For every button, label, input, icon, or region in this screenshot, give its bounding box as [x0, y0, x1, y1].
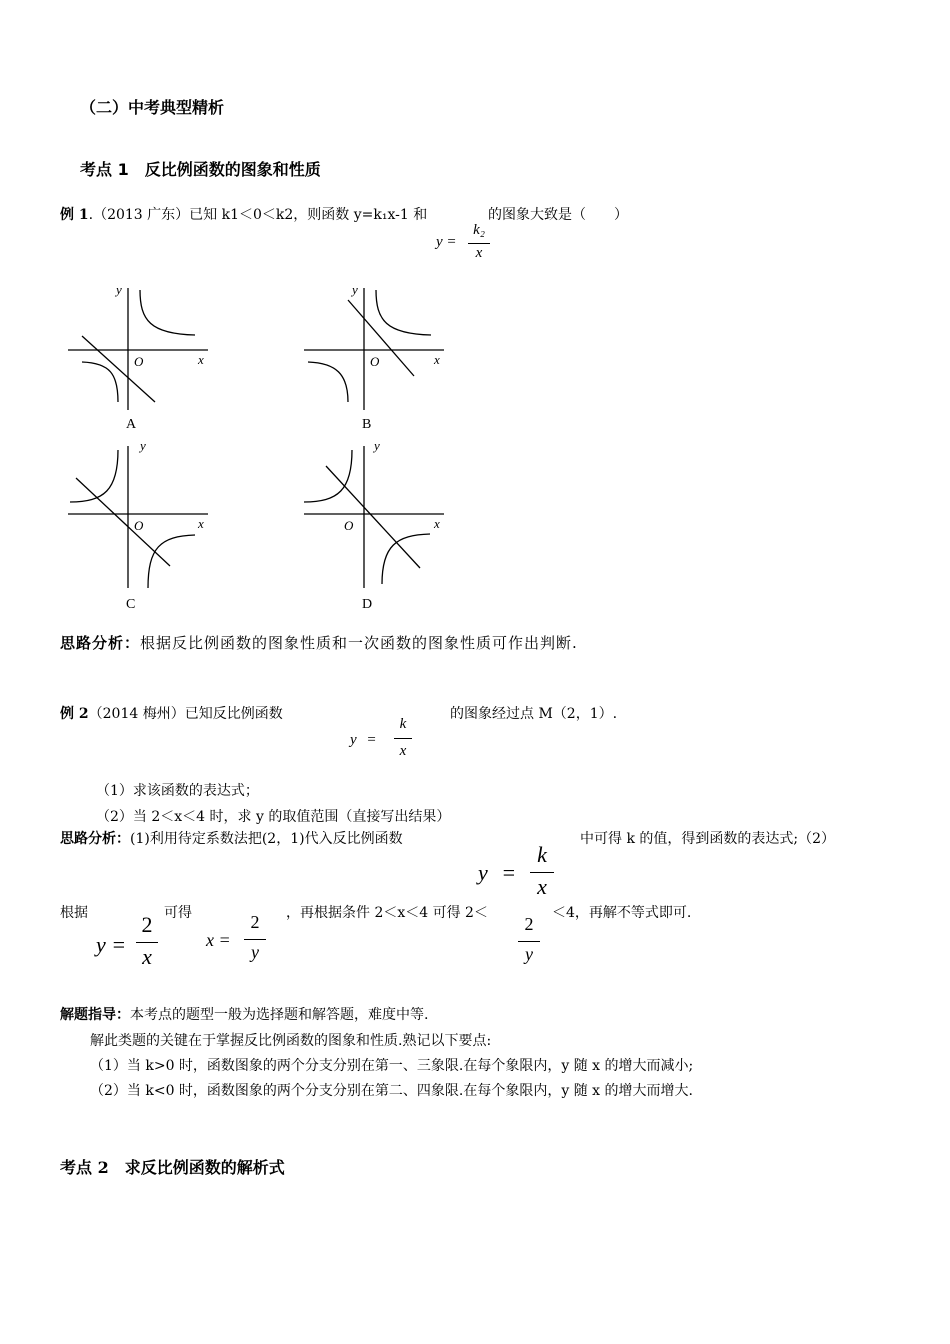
example-1-label: 例 1	[60, 207, 89, 223]
formula-numerator: k	[537, 842, 547, 867]
formula-denominator: x	[399, 743, 407, 759]
section-title: （二）中考典型精析	[80, 98, 225, 117]
analysis-text-1b: 中可得 k 的值，得到函数的表达式;（2）	[580, 831, 836, 847]
example-2-text: （2014 梅州）已知反比例函数	[88, 706, 283, 722]
formula-numerator: k₂	[473, 222, 485, 238]
example-2-analysis-line-1	[60, 828, 403, 848]
graph-a-label: A	[126, 417, 137, 432]
x-axis-label: x	[198, 352, 204, 367]
example-1-question	[60, 204, 427, 224]
origin-label: O	[344, 518, 354, 533]
guide-label: 解题指导：	[60, 1007, 130, 1023]
formula-numerator: 2	[141, 912, 153, 937]
x-axis-label: x	[434, 352, 440, 367]
formula-lhs: y =	[96, 932, 127, 957]
formula-lhs: y =	[436, 234, 457, 250]
graph-d-label: D	[362, 597, 373, 612]
y-axis-label: y	[352, 282, 358, 297]
analysis-text-2a: 根据	[60, 905, 88, 921]
analysis-text-2c: ，再根据条件 2＜x＜4 可得 2＜	[286, 905, 488, 921]
question-1: （1）求该函数的表达式；	[96, 783, 259, 799]
example-1-text-2: 的图象大致是（ ）	[488, 207, 628, 223]
formula-numerator: 2	[250, 912, 260, 932]
question-2: （2）当 2＜x＜4 时，求 y 的取值范围（直接写出结果）	[96, 809, 451, 825]
x-axis-label: x	[198, 516, 204, 531]
y-axis-label: y	[116, 282, 122, 297]
guide-line-1	[60, 1004, 428, 1024]
analysis-text-2d: ＜4，再解不等式即可.	[552, 905, 692, 921]
graph-b-label: B	[362, 417, 372, 432]
kaodian-2-heading: 考点 2 求反比例函数的解析式	[60, 1158, 285, 1177]
kaodian-1-heading: 考点 1 反比例函数的图象和性质	[80, 160, 321, 179]
analysis-text: 根据反比例函数的图象性质和一次函数的图象性质可作出判断.	[140, 634, 578, 652]
example-2-question	[60, 703, 283, 723]
graph-c-label: C	[126, 597, 136, 612]
graph-d	[296, 438, 456, 614]
x-axis-label: x	[434, 516, 440, 531]
example-2-label: 例 2	[60, 706, 89, 722]
formula-denominator: y	[251, 942, 259, 962]
formula-denominator: y	[525, 944, 533, 964]
origin-label: O	[134, 518, 144, 533]
formula-lhs: x =	[206, 930, 231, 950]
formula-denominator: x	[142, 944, 152, 969]
formula-lhs: y =	[478, 860, 517, 885]
origin-label: O	[134, 354, 144, 369]
analysis-label: 思路分析：	[60, 634, 141, 652]
graph-a	[60, 278, 220, 438]
guide-text: 本考点的题型一般为选择题和解答题，难度中等.	[130, 1007, 429, 1023]
guide-line-4: （2）当 k<0 时，函数图象的两个分支分别在第二、四象限.在每个象限内，y 随 x 的增大而增大.	[90, 1083, 693, 1099]
formula-denominator: x	[537, 874, 547, 899]
guide-line-3: （1）当 k>0 时，函数图象的两个分支分别在第一、三象限.在每个象限内，y 随 x 的增大而减小;	[90, 1058, 694, 1074]
y-axis-label: y	[140, 438, 146, 453]
graph-c	[60, 438, 220, 614]
analysis-label: 思路分析：	[60, 831, 130, 847]
example-1-text: .（2013 广东）已知 k1＜0＜k2，则函数 y=k₁x-1 和	[88, 207, 428, 223]
formula-lhs: y =	[350, 732, 377, 748]
guide-line-2: 解此类题的关键在于掌握反比例函数的图象和性质.熟记以下要点:	[90, 1033, 492, 1049]
origin-label: O	[370, 354, 380, 369]
formula-numerator: k	[399, 716, 407, 732]
formula-numerator: 2	[524, 914, 534, 934]
graph-b	[296, 278, 456, 438]
y-axis-label: y	[374, 438, 380, 453]
analysis-text-2b: 可得	[164, 905, 192, 921]
analysis-text-1: (1)利用待定系数法把(2，1)代入反比例函数	[130, 831, 403, 847]
formula-denominator: x	[475, 245, 483, 261]
example-1-analysis	[60, 632, 578, 653]
example-2-text-2: 的图象经过点 M（2，1）.	[450, 706, 618, 722]
